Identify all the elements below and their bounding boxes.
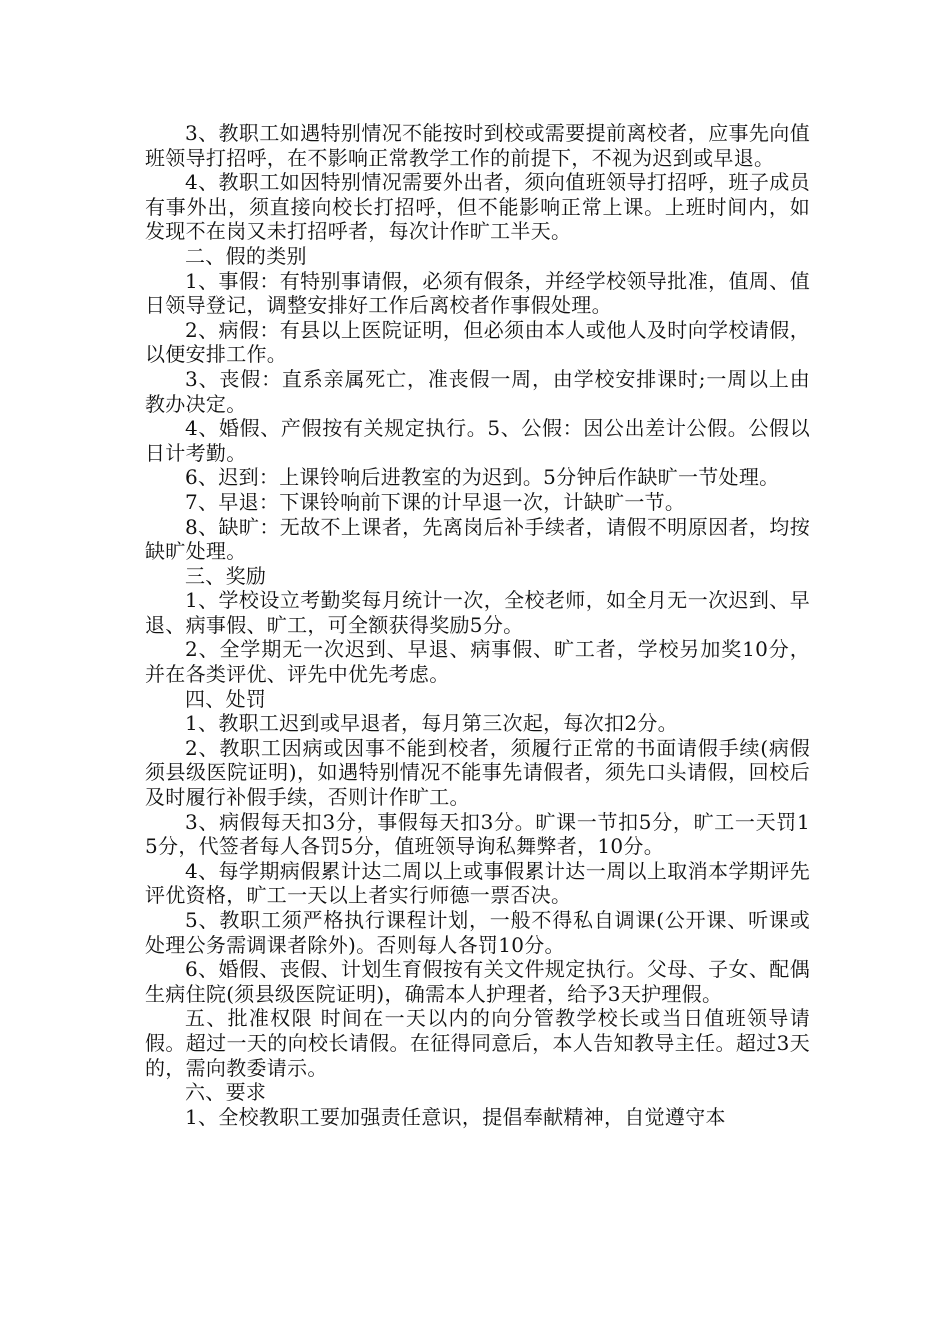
paragraph-sick-leave: 2、病假：有县以上医院证明，但必须由本人或他人及时向学校请假，以便安排工作。 (145, 317, 810, 367)
paragraph-marriage-maternity-official-leave: 4、婚假、产假按有关规定执行。5、公假：因公出差计公假。公假以日计考勤。 (145, 416, 810, 465)
document-page (145, 121, 810, 1129)
paragraph-penalty-6: 6、婚假、丧假、计划生育假按有关文件规定执行。父母、子女、配偶生病住院(须县级医院证明)，确需本人护理者，给予3天护理假。 (145, 957, 810, 1006)
section-approval-authority: 五、批准权限 时间在一天以内的向分管教学校长或当日值班领导请假。超过一天的向校长请假。在征得同意后，本人告知教导主任。超过3天的，需向教委请示。 (145, 1006, 810, 1080)
paragraph-penalty-2: 2、教职工因病或因事不能到校者，须履行正常的书面请假手续(病假须县级医院证明)，如遇特别情况不能事先请假者，须先口头请假，回校后及时履行补假手续，否则计作旷工。 (145, 735, 810, 810)
paragraph-item-3: 3、教职工如遇特别情况不能按时到校或需要提前离校者，应事先向值班领导打招呼，在不影响正常教学工作的前提下，不视为迟到或早退。 (145, 121, 810, 170)
paragraph-reward-2: 2、全学期无一次迟到、早退、病事假、旷工者，学校另加奖10分，并在各类评优、评先中优先考虑。 (145, 637, 810, 687)
paragraph-late-arrival: 6、迟到：上课铃响后进教室的为迟到。5分钟后作缺旷一节处理。 (185, 465, 780, 490)
paragraph-penalty-5: 5、教职工须严格执行课程计划，一般不得私自调课(公开课、听课或处理公务需调课者除外)。否则每人各罚10分。 (145, 908, 810, 957)
paragraph-personal-leave: 1、事假：有特别事请假，必须有假条，并经学校领导批准，值周、值日领导登记，调整安排好工作后离校者作事假处理。 (145, 268, 810, 318)
section-heading-penalties: 四、处罚 (185, 686, 267, 711)
section-heading-requirements: 六、要求 (185, 1080, 267, 1105)
paragraph-penalty-1: 1、教职工迟到或早退者，每月第三次起，每次扣2分。 (185, 711, 678, 736)
section-heading-rewards: 三、奖励 (185, 563, 267, 588)
paragraph-reward-1: 1、学校设立考勤奖每月统计一次，全校老师，如全月无一次迟到、早退、病事假、旷工，可全额获得奖励5分。 (145, 588, 810, 637)
paragraph-penalty-3: 3、病假每天扣3分，事假每天扣3分。旷课一节扣5分，旷工一天罚15分，代签者每人各罚5分，值班领导询私舞弊者，10分。 (145, 809, 810, 859)
paragraph-funeral-leave: 3、丧假：直系亲属死亡，准丧假一周，由学校安排课时;一周以上由教办决定。 (145, 366, 810, 416)
paragraph-absence: 8、缺旷：无故不上课者，先离岗后补手续者，请假不明原因者，均按缺旷处理。 (145, 514, 810, 564)
paragraph-penalty-4: 4、每学期病假累计达二周以上或事假累计达一周以上取消本学期评先评优资格，旷工一天以上者实行师德一票否决。 (145, 858, 810, 908)
paragraph-early-leave: 7、早退：下课铃响前下课的计早退一次，计缺旷一节。 (185, 489, 686, 514)
paragraph-item-4: 4、教职工如因特别情况需要外出者，须向值班领导打招呼，班子成员有事外出，须直接向校长打招呼，但不能影响正常上课。上班时间内，如发现不在岗又未打招呼者，每次计作旷工半天。 (145, 170, 810, 244)
paragraph-requirement-1: 1、全校教职工要加强责任意识，提倡奉献精神，自觉遵守本 (185, 1104, 726, 1129)
section-heading-leave-types: 二、假的类别 (185, 243, 307, 268)
